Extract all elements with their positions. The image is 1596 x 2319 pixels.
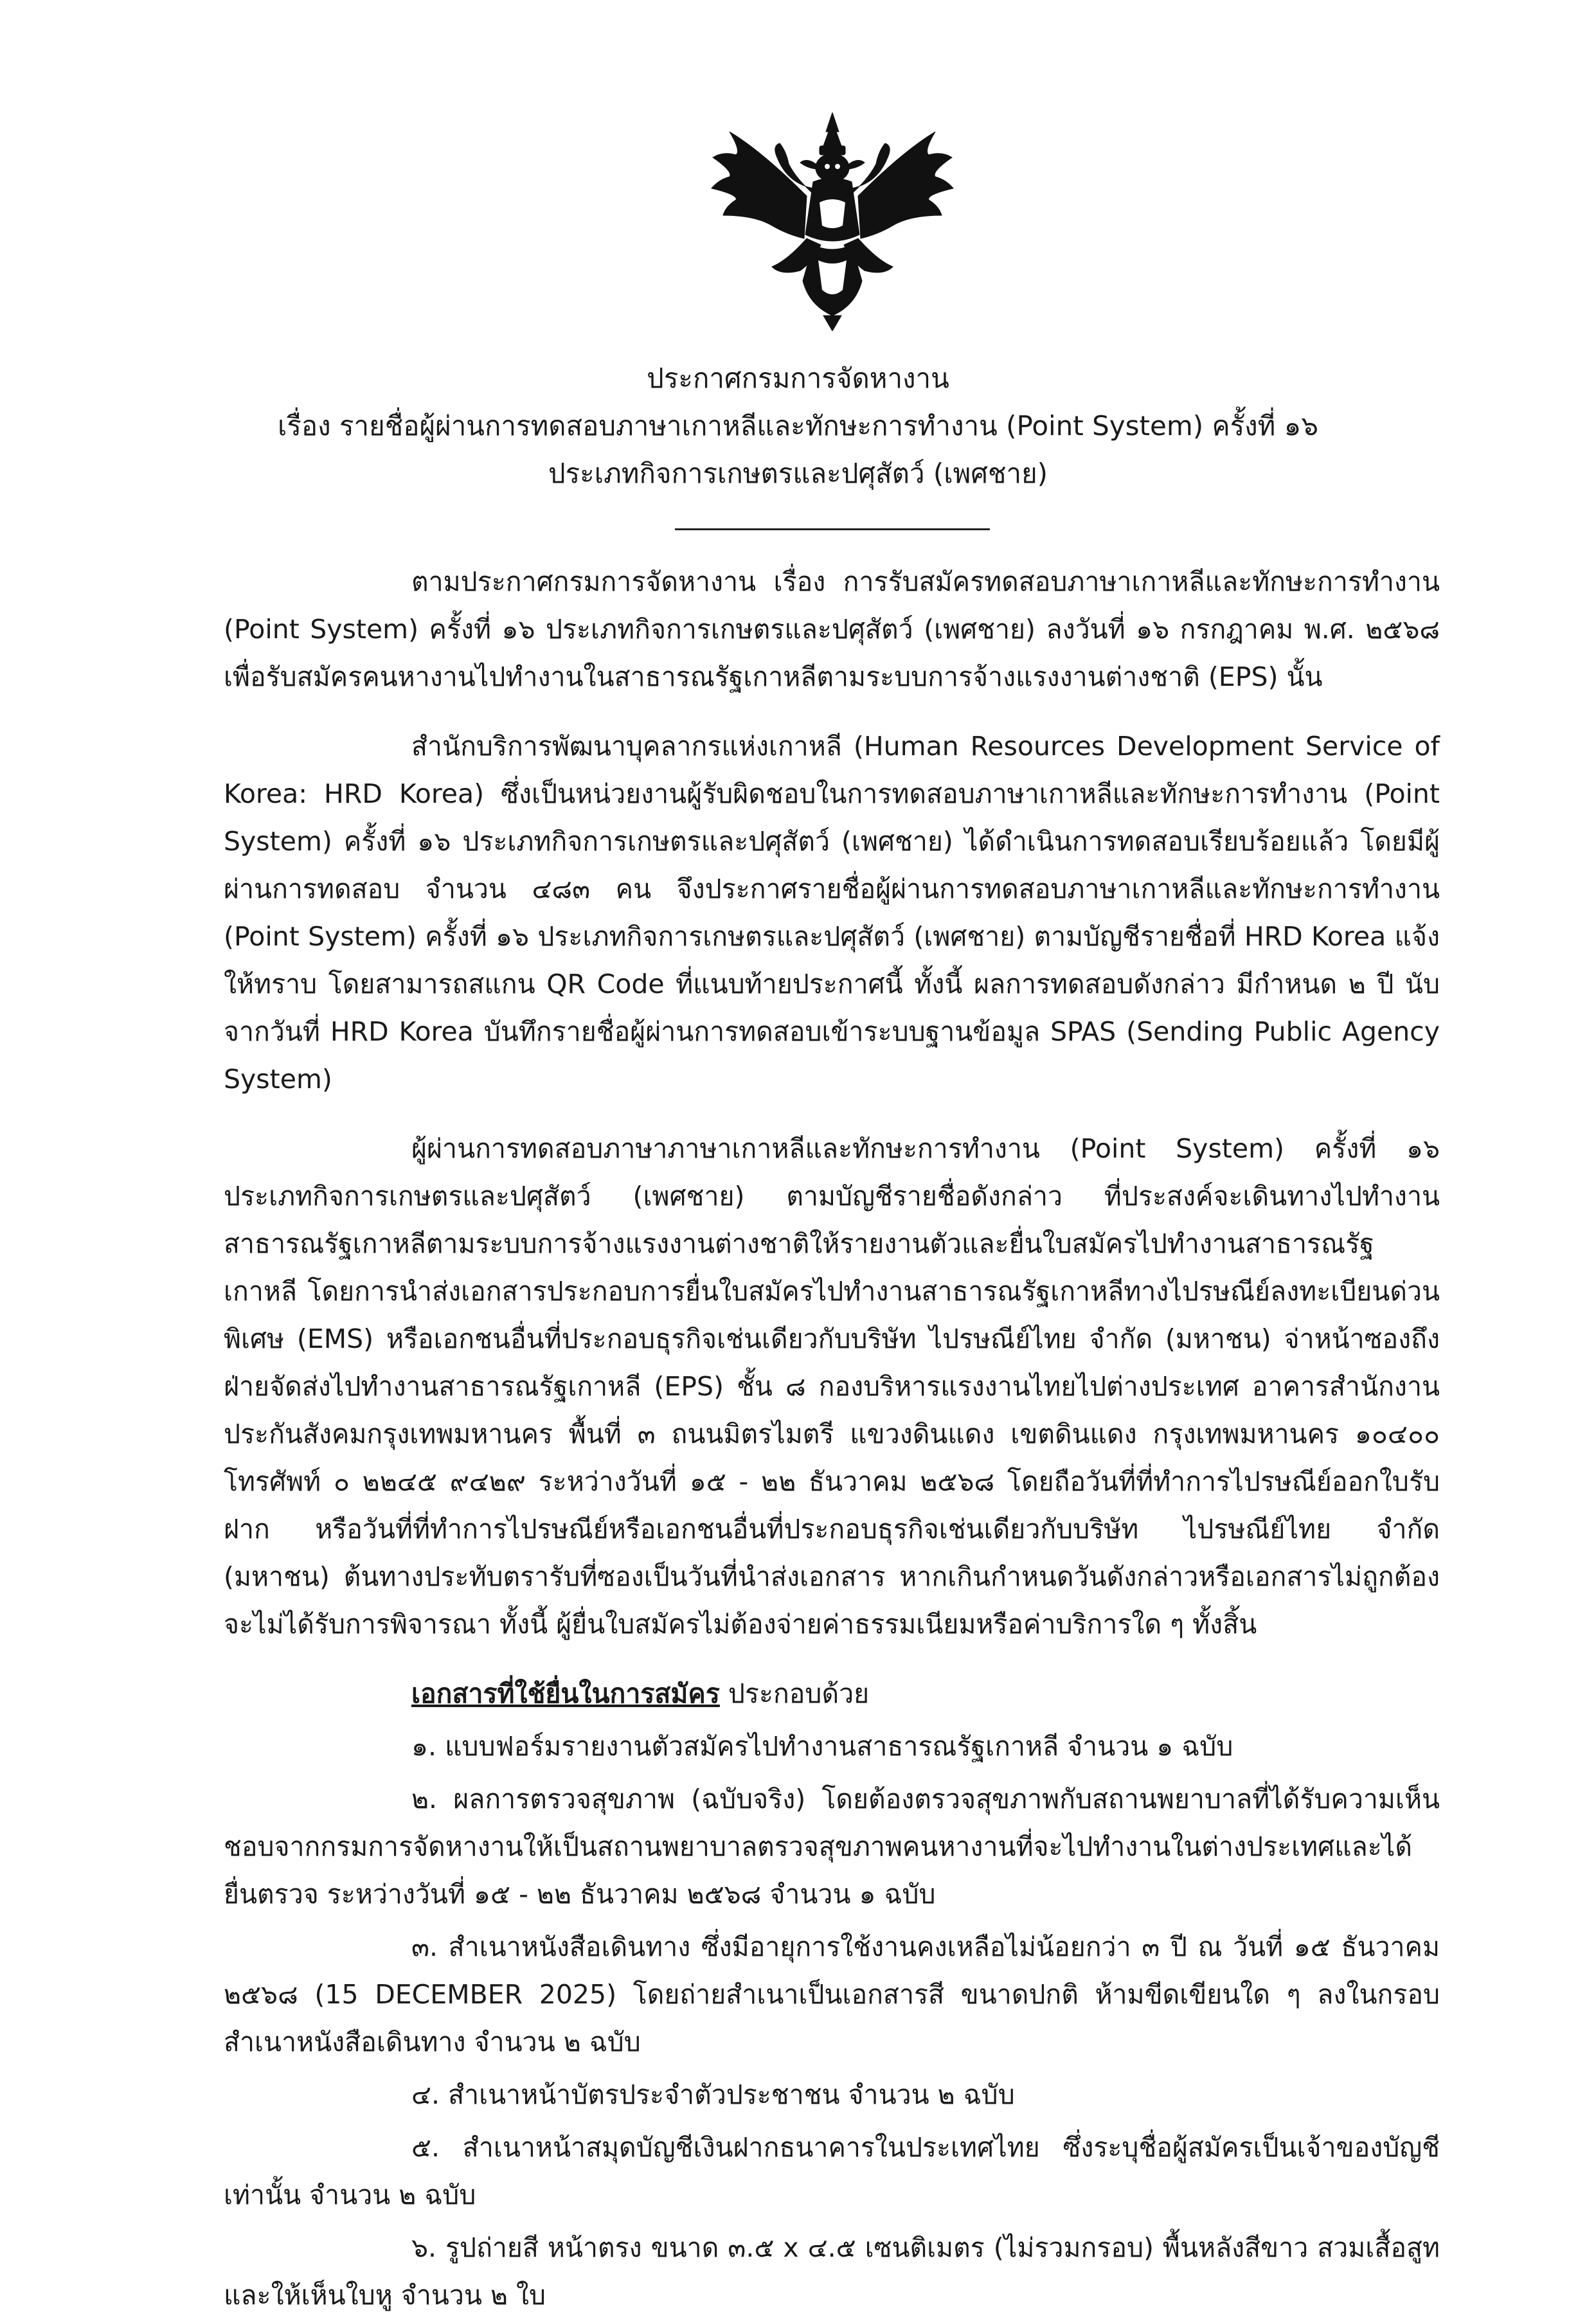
document-item: ๕. สำเนาหน้าสมุดบัญชีเงินฝากธนาคารในประเทศไทย ซึ่งระบุชื่อผู้สมัครเป็นเจ้าของบัญชีเท่านั้น จำนวน ๒ ฉบับ [224, 2132, 1440, 2210]
paragraph-results: สำนักบริการพัฒนาบุคลากรแห่งเกาหลี (Human Resources Development Service of Korea: HRD Korea) ซึ่งเป็นหน่วยงานผู้รับผิดชอบในการทดสอบภาษาเกาหลีและทักษะการทำงาน (Point System) ครั้งที่ ๑๖ ประเภทกิจการเกษตรและปศุสัตว์ (เพศชาย) ได้ดำเนินการทดสอบเรียบร้อยแล้ว โดยมีผู้ผ่านการทดสอบ จำนวน ๔๘๓ คน จึงประกาศรายชื่อผู้ผ่านการทดสอบภาษาเกาหลีและทักษะการทำงาน (Point System) ครั้งที่ ๑๖ ประเภทกิจการเกษตรและปศุสัตว์ (เพศชาย) ตามบัญชีรายชื่อที่ HRD Korea แจ้งให้ทราบ โดยสามารถสแกน QR Code ที่แนบท้ายประกาศนี้ ทั้งนี้ ผลการทดสอบดังกล่าว มีกำหนด ๒ ปี นับจากวันที่ HRD Korea บันทึกรายชื่อผู้ผ่านการทดสอบเข้าระบบฐานข้อมูล SPAS (Sending Public Agency System) [224, 731, 1440, 1095]
document-item: ๔. สำเนาหน้าบัตรประจำตัวประชาชน จำนวน ๒ ฉบับ [411, 2079, 1015, 2110]
paragraph-reference: ตามประกาศกรมการจัดหางาน เรื่อง การรับสมัครทดสอบภาษาเกาหลีและทักษะการทำงาน (Point System) ครั้งที่ ๑๖ ประเภทกิจการเกษตรและปศุสัตว์ (เพศชาย) ลงวันที่ ๑๖ กรกฎาคม พ.ศ. ๒๕๖๘ เพื่อรับสมัครคนหางานไปทำงานในสาธารณรัฐเกาหลีตามระบบการจ้างแรงงานต่างชาติ (EPS) นั้น [224, 566, 1440, 692]
paragraph-submission: ผู้ผ่านการทดสอบภาษาภาษาเกาหลีและทักษะการทำงาน (Point System) ครั้งที่ ๑๖ ประเภทกิจการเกษตรและปศุสัตว์ (เพศชาย) ตามบัญชีรายชื่อดังกล่าว ที่ประสงค์จะเดินทางไปทำงานสาธารณรัฐเกาหลีตามระบบการจ้างแรงงานต่างชาติให้รายงานตัวและยื่นใบสมัครไปทำงานสาธารณรัฐเกาหลี โดยการนำส่งเอกสารประกอบการยื่นใบสมัครไปทำงานสาธารณรัฐเกาหลีทางไปรษณีย์ลงทะเบียนด่วนพิเศษ (EMS) หรือเอกชนอื่นที่ประกอบธุรกิจเช่นเดียวกับบริษัท ไปรษณีย์ไทย จำกัด (มหาชน) จ่าหน้าซองถึง ฝ่ายจัดส่งไปทำงานสาธารณรัฐเกาหลี (EPS) ชั้น ๘ กองบริหารแรงงานไทยไปต่างประเทศ อาคารสำนักงานประกันสังคมกรุงเทพมหานคร พื้นที่ ๓ ถนนมิตรไมตรี แขวงดินแดง เขตดินแดง กรุงเทพมหานคร ๑๐๔๐๐ โทรศัพท์ ๐ ๒๒๔๕ ๙๔๒๙ ระหว่างวันที่ ๑๕ - ๒๒ ธันวาคม ๒๕๖๘ โดยถือวันที่ที่ทำการไปรษณีย์ออกใบรับฝาก หรือวันที่ที่ทำการไปรษณีย์หรือเอกชนอื่นที่ประกอบธุรกิจเช่นเดียวกับบริษัท ไปรษณีย์ไทย จำกัด (มหาชน) ต้นทางประทับตรารับที่ซองเป็นวันที่นำส่งเอกสาร หากเกินกำหนดวันดังกล่าวหรือเอกสารไม่ถูกต้องจะไม่ได้รับการพิจารณา ทั้งนี้ ผู้ยื่นใบสมัครไม่ต้องจ่ายค่าธรรมเนียมหรือค่าบริการใด ๆ ทั้งสิ้น [224, 1133, 1440, 1640]
announcement-subject: เรื่อง รายชื่อผู้ผ่านการทดสอบภาษาเกาหลีและทักษะการทำงาน (Point System) ครั้งที่ ๑๖ [278, 410, 1318, 442]
document-item: ๑. แบบฟอร์มรายงานตัวสมัครไปทำงานสาธารณรัฐเกาหลี จำนวน ๑ ฉบับ [411, 1731, 1233, 1762]
garuda-emblem [710, 112, 955, 331]
title-divider [675, 528, 990, 530]
documents-heading-suffix: ประกอบด้วย [719, 1678, 870, 1709]
documents-heading [224, 1670, 1440, 1717]
announcement-body [224, 558, 1440, 2319]
document-item: ๒. ผลการตรวจสุขภาพ (ฉบับจริง) โดยต้องตรวจสุขภาพกับสถานพยาบาลที่ได้รับความเห็นชอบจากกรมการจัดหางานให้เป็นสถานพยาบาลตรวจสุขภาพคนหางานที่จะไปทำงานในต่างประเทศและได้ยื่นตรวจ ระหว่างวันที่ ๑๕ - ๒๒ ธันวาคม ๒๕๖๘ จำนวน ๑ ฉบับ [224, 1784, 1440, 1910]
document-item: ๓. สำเนาหนังสือเดินทาง ซึ่งมีอายุการใช้งานคงเหลือไม่น้อยกว่า ๓ ปี ณ วันที่ ๑๕ ธันวาคม ๒๕๖๘ (15 DECEMBER 2025) โดยถ่ายสำเนาเป็นเอกสารสี ขนาดปกติ ห้ามขีดเขียนใด ๆ ลงในกรอบสำเนาหนังสือเดินทาง จำนวน ๒ ฉบับ [224, 1931, 1440, 2057]
documents-heading-underlined: เอกสารที่ใช้ยื่นในการสมัคร [411, 1678, 720, 1709]
announcement-title: ประกาศกรมการจัดหางาน [647, 363, 949, 394]
document-item: ๖. รูปถ่ายสี หน้าตรง ขนาด ๓.๕ x ๔.๕ เซนติเมตร (ไม่รวมกรอบ) พื้นหลังสีขาว สวมเสื้อสูท และให้เห็นใบหู จำนวน ๒ ใบ [224, 2232, 1440, 2311]
announcement-category: ประเภทกิจการเกษตรและปศุสัตว์ (เพศชาย) [548, 458, 1048, 489]
